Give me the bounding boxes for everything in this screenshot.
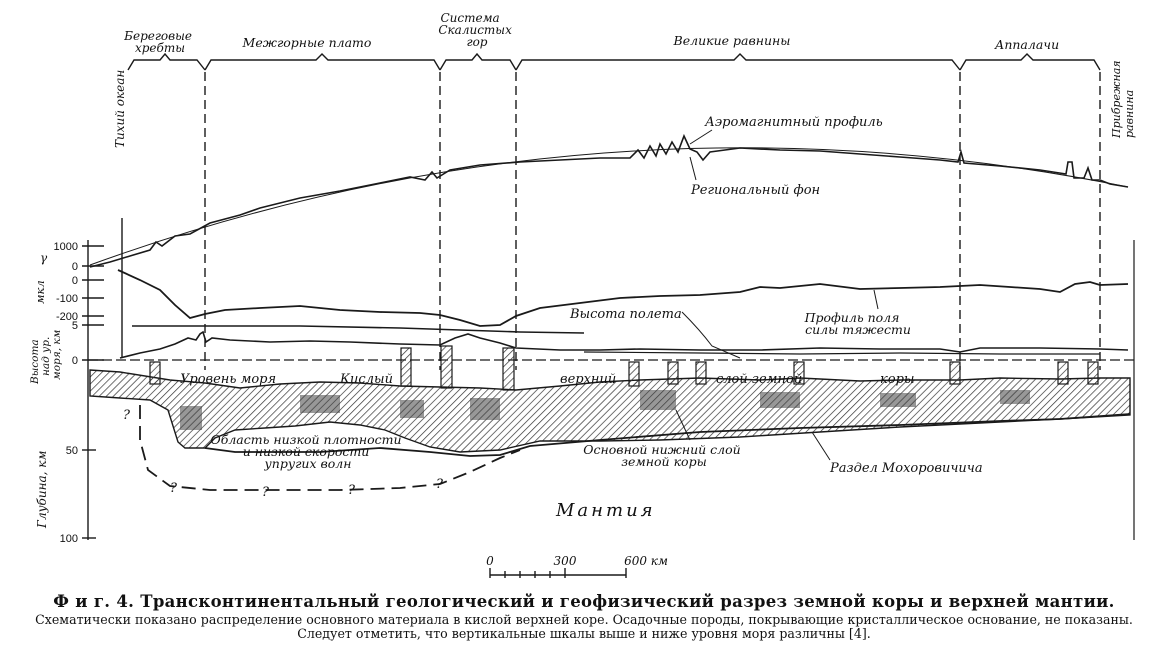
label-low-density: Область низкой плотности и низкой скорости упругих волн: [210, 432, 402, 471]
svg-text:?: ?: [170, 481, 177, 496]
label-appalachians: Аппалачи: [994, 37, 1060, 52]
label-flight-height: Высота полета: [570, 307, 682, 322]
tick-gravity-minus100: -100: [55, 293, 78, 305]
aeromagnetic-profile-curve: [90, 136, 1128, 267]
dyke-3: [441, 346, 452, 388]
leader-aeromagnetic: [690, 130, 712, 144]
bracket-rocky: [440, 54, 516, 70]
label-upper-crust-layer: слой земной: [716, 372, 803, 387]
label-upper-crust-upper: верхний: [560, 372, 617, 387]
dyke-1: [150, 362, 160, 384]
bracket-plains: [516, 54, 960, 70]
tick-height-5: 5: [71, 320, 78, 332]
dyke-11: [1088, 362, 1098, 384]
dyke-6: [668, 362, 678, 384]
svg-text:?: ?: [348, 483, 355, 498]
dyke-2: [401, 348, 411, 386]
tick-aeromag-1000: 1000: [53, 241, 78, 253]
label-gravity-unit: мкл: [33, 280, 47, 304]
eastern-low-line: [584, 352, 1100, 354]
label-depth-axis: Глубина, км: [35, 450, 49, 528]
region-boundaries: [205, 72, 1100, 370]
svg-text:?: ?: [123, 408, 130, 423]
label-pacific: Тихий океан: [113, 69, 127, 148]
label-sea-level: Уровень моря: [180, 372, 277, 387]
label-coast-ranges: Береговые хребты: [124, 29, 193, 55]
dyke-5: [629, 362, 639, 386]
dyke-4: [503, 348, 514, 390]
dyke-7: [696, 362, 706, 384]
tick-height-0: 0: [71, 355, 78, 367]
label-intermontane: Межгорные плато: [242, 35, 372, 50]
label-mantle: Мантия: [556, 500, 656, 521]
tick-depth-50: 50: [65, 445, 78, 457]
label-upper-crust-acid: Кислый: [340, 372, 393, 387]
tick-depth-100: 100: [59, 533, 78, 545]
region-brackets: [128, 54, 1100, 70]
label-regional-background: Региональный фон: [691, 183, 821, 198]
scale-bar: [490, 568, 626, 578]
label-moho: Раздел Мохоровичича: [830, 461, 983, 476]
scale-tick-300: 300: [553, 554, 577, 568]
label-rocky: Система Скалистых гор: [438, 11, 512, 49]
label-plains: Великие равнины: [673, 33, 791, 48]
bracket-appalachians: [960, 54, 1100, 70]
dyke-10: [1058, 362, 1068, 384]
leader-gravity: [874, 290, 878, 309]
label-aeromagnetic: Аэромагнитный профиль: [705, 115, 883, 130]
label-upper-crust-crust: коры: [880, 372, 915, 387]
label-gravity-profile: Профиль поля силы тяжести: [804, 310, 911, 337]
svg-text:?: ?: [262, 485, 269, 500]
leader-flight-height: [682, 312, 740, 358]
tick-aeromag-0: 0: [71, 261, 78, 273]
dyke-9: [950, 362, 960, 384]
figure-caption-title: Ф и г. 4. Трансконтинентальный геологический и геофизический разрез земной коры и верхней мантии.: [53, 592, 1115, 611]
label-height-axis: Высота над ур. моря, км: [29, 329, 63, 384]
bracket-intermontane: [205, 54, 440, 70]
leader-moho: [812, 432, 830, 460]
scale-tick-0: 0: [486, 554, 494, 568]
scale-tick-600: 600 км: [624, 554, 668, 568]
svg-text:?: ?: [436, 477, 443, 492]
figure-caption-body: Схематически показано распределение основного материала в кислой верхней коре. Осадочные породы, покрывающие кристаллическое основание, не показаны. Следует отметить, что вертикальные шкалы выше и ниже уровня моря различны [4].: [35, 612, 1133, 641]
label-gamma-unit: γ: [40, 251, 48, 265]
label-coastal-plain: Прибрежная равнина: [1110, 60, 1136, 138]
bracket-coast-ranges: [128, 54, 205, 70]
regional-background-curve: [90, 148, 1128, 265]
leader-regional: [690, 157, 696, 180]
tick-gravity-minus200: -200: [55, 311, 78, 323]
tick-gravity-0: 0: [71, 275, 78, 287]
label-lower-crust: Основной нижний слой земной коры: [583, 442, 741, 469]
